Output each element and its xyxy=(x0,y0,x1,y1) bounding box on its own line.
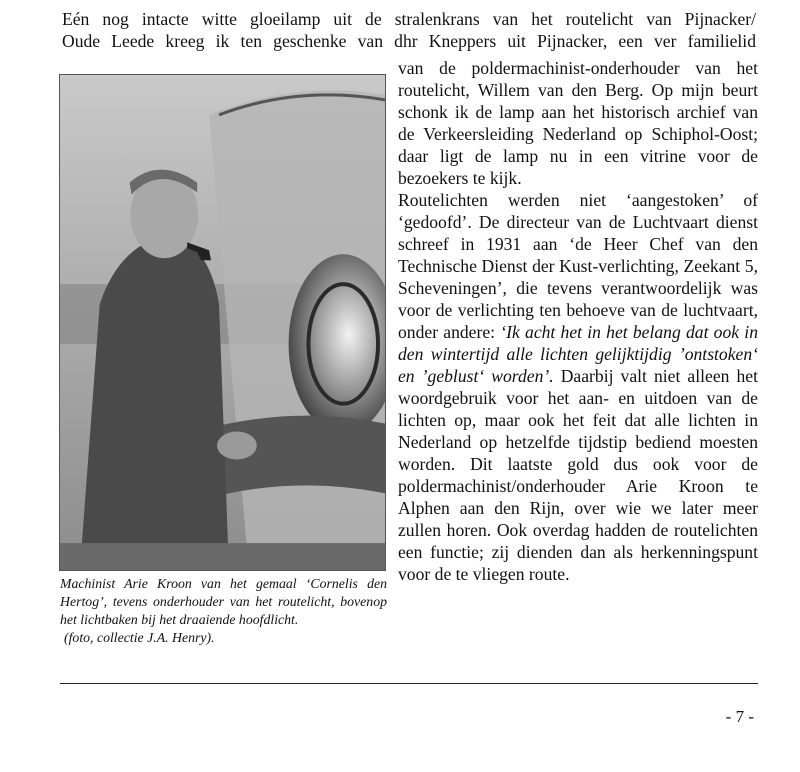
footer-rule xyxy=(60,683,758,684)
column-paragraph-2 xyxy=(398,189,758,585)
photo-caption xyxy=(60,575,387,647)
article-column xyxy=(398,57,758,585)
paragraph-2-start: Routelichten werden niet ‘aangestoken’ of ‘gedoofd’. De directeur van de Luchtvaart dienst schreef in 1931 aan ‘de Heer Chef van den Technische Dienst der Kust-verlichting, Zeekant 5, Scheveningen’, die tevens verantwoordelijk was voor de verlichting ten behoeve van de luchtvaart, onder andere: xyxy=(398,190,758,342)
quote-text: ‘Ik acht het in het belang dat ook in den wintertijd alle lichten gelijktijdig ’ontstoken‘ en ’geblust‘ worden’. xyxy=(398,322,758,386)
intro-line-1: Eén nog intacte witte gloeilamp uit de stralenkrans van het routelicht van Pijnacker/ xyxy=(62,9,756,29)
photo-machinist-lighthouse xyxy=(59,74,386,571)
photo-ground xyxy=(60,543,385,570)
paragraph-2-end: Daarbij valt niet alleen het woordgebruik voor het aan- en uitdoen van de lichten op, maar ook het feit dat alle lichten in Nederland op hetzelfde tijdstip bediend moesten worden. Dit laatste gold dus ook voor de poldermachinist/onderhouder Arie Kroon te Alphen aan den Rijn, over wie we later meer zullen horen. Ook overdag hadden de routelichten een functie; zij dienden dan als herkenningspunt voor de te vliegen route. xyxy=(398,366,758,584)
caption-credit: (foto, collectie J.A. Henry). xyxy=(64,630,215,645)
photo-illustration xyxy=(60,75,385,570)
caption-text: Machinist Arie Kroon van het gemaal ‘Cornelis den Hertog’, tevens onderhouder van het routelicht, bovenop het lichtbaken bij het draaiende hoofdlicht. xyxy=(60,576,387,627)
page-number: - 7 - xyxy=(725,707,754,726)
intro-line-2: Oude Leede kreeg ik ten geschenke van dhr Kneppers uit Pijnacker, een ver familielid xyxy=(62,31,756,51)
column-paragraph-1: van de poldermachinist-onderhouder van het routelicht, Willem van den Berg. Op mijn beurt schonk ik de lamp aan het historisch archief van de Verkeersleiding Nederland op Schiphol-Oost; daar ligt de lamp nu in een vitrine voor de bezoekers te kijk. xyxy=(398,58,758,188)
machinist-hand xyxy=(217,432,257,460)
